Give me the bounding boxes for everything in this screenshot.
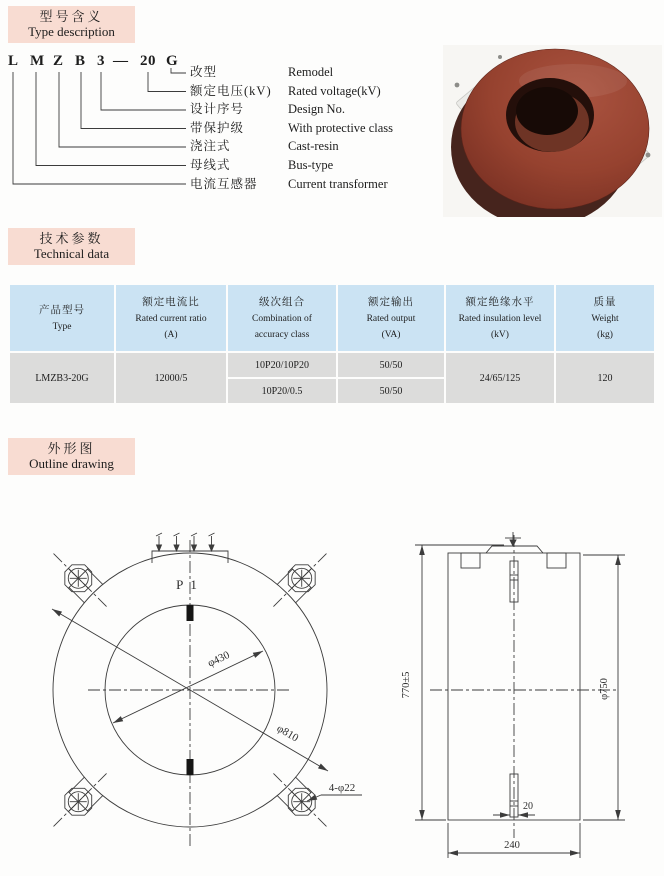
product-photo-art [443,45,662,217]
section-header-outline-drawing [8,438,135,475]
col-header-accuracy-combination [228,285,336,351]
legend-zh-current-transformer: 电流互感器 [190,177,258,191]
col-header-rated-output [338,285,444,351]
legend-en-bus-type: Bus-type [288,158,334,172]
header-en: Rated insulation level [458,313,542,324]
cell-output-2: 50/50 [338,379,444,403]
header-en: Rated output [366,313,416,324]
header-unit: (kg) [597,329,613,340]
section-title-en: Outline drawing [29,456,114,471]
legend-en-cast-resin: Cast-resin [288,139,339,153]
legend-zh-rated-voltage: 额定电压(kV) [190,84,272,98]
dim-slot-width: 20 [523,801,533,812]
dim-height: 770±5 [401,671,412,699]
legend-zh-design-no: 设计序号 [190,102,245,116]
technical-data-table [8,283,656,405]
legend-en-design-no: Design No. [288,102,345,116]
section-header-technical-data [8,228,135,265]
code-letter-G: G [166,53,179,69]
dim-width: 240 [504,840,520,851]
cell-current-ratio-value: 12000/5 [116,353,226,403]
outline-drawing-figure [0,505,664,876]
lug-top-left [42,542,116,616]
top-bolt-symbol [505,532,521,546]
code-letter-Z: Z [53,53,64,69]
bus-contact-top [187,605,194,621]
cell-weight-value: 120 [556,353,654,403]
section-title-en: Technical data [33,246,110,261]
code-letter-M: M [30,53,45,69]
header-unit: (VA) [381,329,401,340]
code-digit-3: 3 [97,53,105,69]
header-zh: 额定绝缘水平 [465,296,535,308]
section-title-zh: 技术参数 [39,231,104,246]
dim-diameter: φ750 [599,678,610,700]
cell-accuracy-2: 10P20/0.5 [228,379,336,403]
dim-line-inner-diameter [113,648,263,723]
legend-en-remodel: Remodel [288,65,334,79]
legend-zh-remodel: 改型 [190,65,218,79]
cell-output-1: 50/50 [338,353,444,377]
header-zh: 额定输出 [368,296,414,308]
col-header-weight [556,285,654,351]
dim-mounting-holes: 4-φ22 [328,782,356,794]
code-dash: — [113,53,129,69]
legend-en-current-transformer: Current transformer [288,177,388,191]
header-unit: (A) [164,329,178,340]
side-view [415,532,625,858]
terminal-pins [156,533,215,551]
legend-zh-protective-class: 带保护级 [190,121,245,135]
legend-en-rated-voltage: Rated voltage(kV) [288,84,381,98]
lug-bottom-right [264,764,338,838]
notch-right [547,553,566,568]
section-header-type-description [8,6,135,43]
type-code-diagram [0,50,450,202]
section-title-zh: 型号含义 [39,9,104,24]
code-letter-B: B [75,53,86,69]
lug-top-right [264,542,338,616]
legend-zh-bus-type: 母线式 [190,158,231,172]
top-terminal-strip [486,546,543,553]
terminal-label-p1: P1 [176,577,204,592]
cell-type-value: LMZB3-20G [10,353,114,403]
legend-en-protective-class: With protective class [288,121,394,135]
header-en: Weight [591,313,619,324]
col-header-insulation-level [446,285,554,351]
dim-outer-diameter: φ810 [274,722,301,745]
header-en: Type [52,321,72,332]
header-en: Rated current ratio [135,313,207,324]
dim-inner-diameter: φ430 [205,648,232,670]
leader-line [307,795,321,801]
lug-bottom-left [42,764,116,838]
section-title-zh: 外形图 [47,441,96,456]
header-zh: 额定电流比 [142,296,200,308]
header-zh: 质量 [593,296,617,308]
header-zh: 产品型号 [39,304,85,316]
header-en: accuracy class [254,329,310,340]
bus-contact-bottom [187,759,194,775]
notch-left [461,553,480,568]
product-photo [443,45,662,217]
cell-insulation-value: 24/65/125 [446,353,554,403]
col-header-rated-current-ratio [116,285,226,351]
col-header-type [10,285,114,351]
code-letter-L: L [8,53,19,69]
cell-accuracy-1: 10P20/10P20 [228,353,336,377]
header-zh: 级次组合 [259,296,305,308]
legend-zh-cast-resin: 浇注式 [190,139,231,153]
header-en: Combination of [252,313,312,324]
code-number-20: 20 [140,53,156,69]
section-title-en: Type description [28,24,115,39]
header-unit: (kV) [491,329,509,340]
